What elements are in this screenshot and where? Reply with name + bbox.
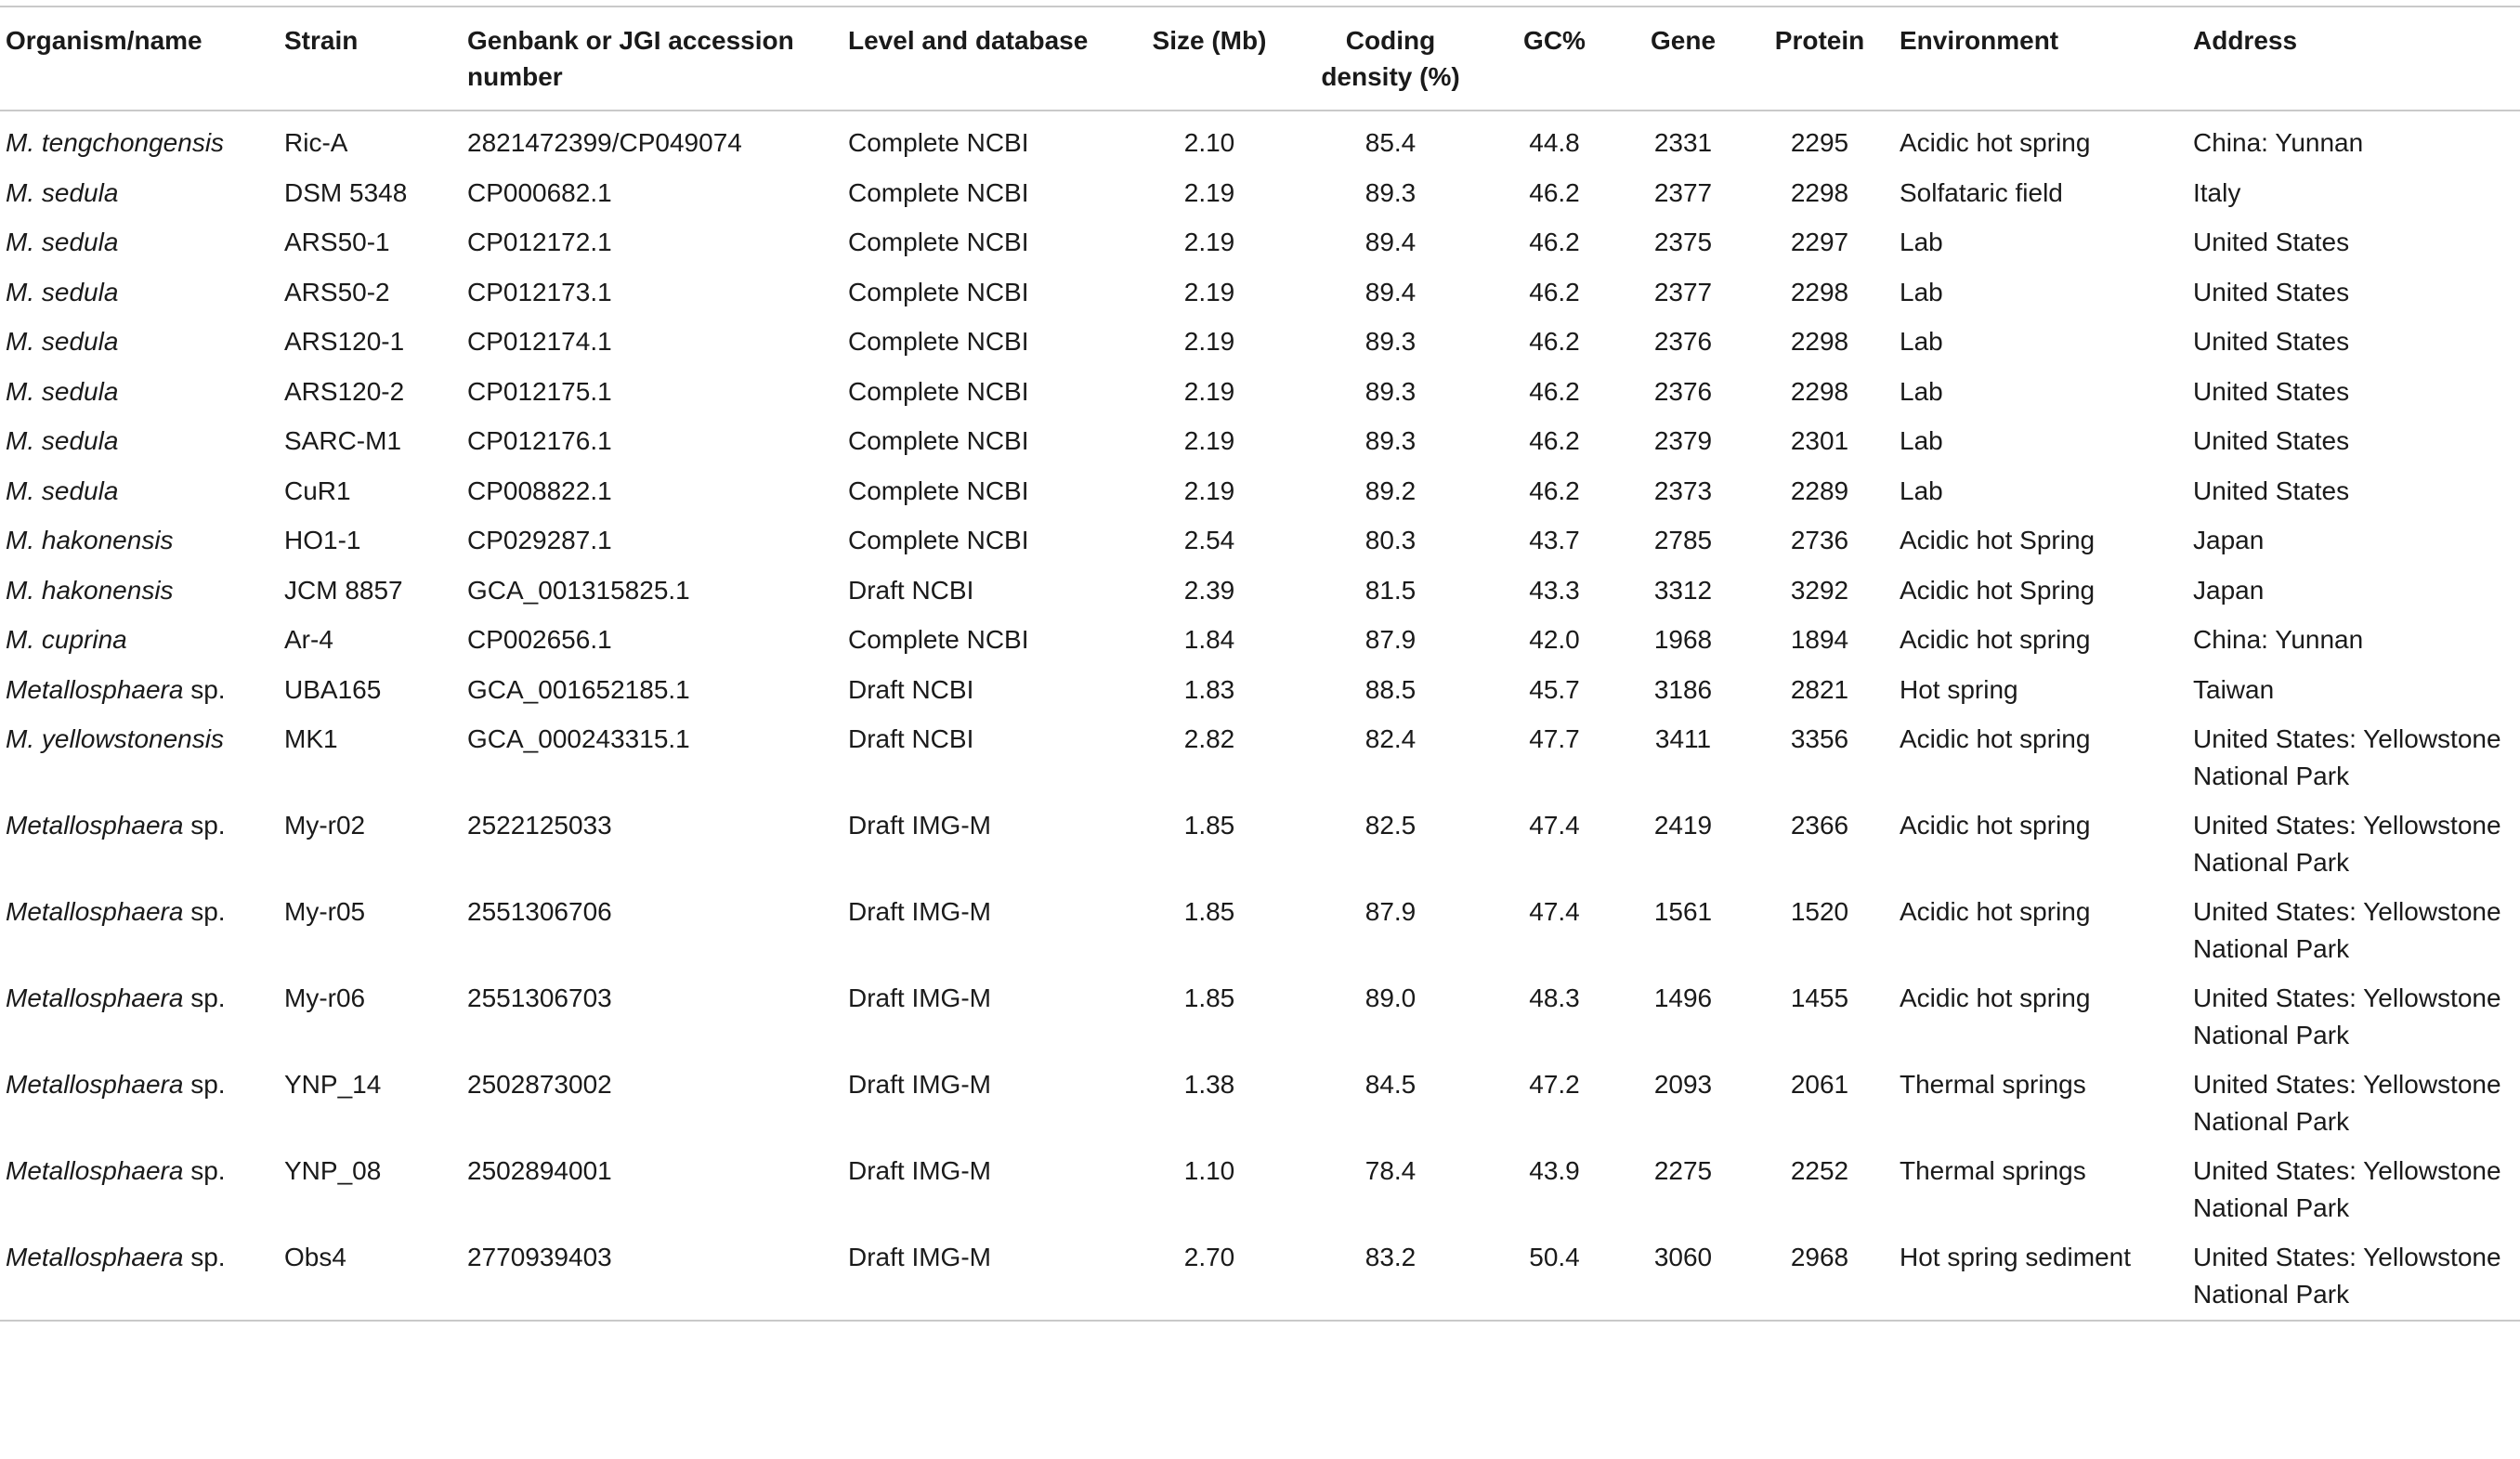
cell-environment: Lab <box>1900 327 1943 356</box>
organism-suffix: sp. <box>183 1156 226 1185</box>
header-address: Address <box>2193 26 2298 55</box>
cell-size: 1.38 <box>1183 1070 1235 1099</box>
cell-protein: 1520 <box>1790 897 1849 926</box>
cell-size: 2.82 <box>1183 724 1235 753</box>
cell-organism <box>0 715 279 801</box>
cell-protein: 2297 <box>1790 228 1849 256</box>
cell-strain: CuR1 <box>284 475 351 505</box>
table-row <box>0 1147 2520 1233</box>
cell-level: Complete NCBI <box>848 277 1029 306</box>
cell-strain: DSM 5348 <box>284 177 408 207</box>
cell-gene: 3060 <box>1653 1243 1713 1271</box>
cell-protein: 2298 <box>1790 327 1849 356</box>
cell-level: Draft IMG-M <box>848 811 991 840</box>
cell-environment: Lab <box>1900 228 1943 256</box>
cell-level: Complete NCBI <box>848 475 1029 505</box>
cell-strain: ARS50-1 <box>284 228 390 256</box>
organism-genus: M. tengchongensis <box>6 128 225 157</box>
table-row <box>0 218 2520 268</box>
cell-gene: 2376 <box>1653 376 1713 406</box>
cell-strain: HO1-1 <box>284 526 361 554</box>
cell-level: Draft IMG-M <box>848 1156 991 1185</box>
cell-gene: 1968 <box>1653 625 1713 654</box>
cell-size: 2.39 <box>1183 575 1235 605</box>
cell-environment: Thermal springs <box>1900 1156 2086 1185</box>
cell-level: Draft IMG-M <box>848 1070 991 1099</box>
cell-protein: 2821 <box>1790 674 1849 704</box>
table-row <box>0 888 2520 974</box>
cell-address: Japan <box>2193 526 2265 554</box>
cell-gc: 43.7 <box>1529 526 1580 554</box>
organism-suffix: sp. <box>183 674 226 704</box>
cell-protein: 2298 <box>1790 177 1849 207</box>
cell-coding: 81.5 <box>1364 575 1417 605</box>
cell-environment: Hot spring <box>1900 674 2018 704</box>
cell-coding: 80.3 <box>1364 526 1417 554</box>
organism-suffix: sp. <box>183 897 226 926</box>
cell-gene: 2379 <box>1653 426 1713 455</box>
cell-gene: 2377 <box>1653 177 1713 207</box>
cell-accession: 2502894001 <box>467 1156 612 1185</box>
cell-organism <box>0 1147 279 1233</box>
cell-environment: Acidic hot spring <box>1900 984 2091 1012</box>
header-gene: Gene <box>1650 26 1717 55</box>
cell-coding: 85.4 <box>1364 128 1417 157</box>
cell-gene: 1496 <box>1653 984 1713 1012</box>
cell-organism <box>0 974 279 1061</box>
cell-organism <box>0 318 279 368</box>
cell-gc: 45.7 <box>1529 674 1580 704</box>
table-row <box>0 111 2520 169</box>
cell-coding: 89.2 <box>1364 475 1417 505</box>
organism-genus: M. sedula <box>6 327 119 356</box>
cell-level: Complete NCBI <box>848 128 1029 157</box>
cell-strain: YNP_14 <box>284 1070 382 1099</box>
table-row <box>0 318 2520 368</box>
cell-gene: 3186 <box>1653 674 1713 704</box>
cell-size: 2.70 <box>1183 1243 1235 1271</box>
cell-accession: CP002656.1 <box>467 625 612 654</box>
cell-environment: Lab <box>1900 426 1943 455</box>
cell-coding: 88.5 <box>1364 674 1417 704</box>
cell-protein: 1455 <box>1790 984 1849 1012</box>
cell-gc: 48.3 <box>1529 984 1580 1012</box>
cell-address: United States: Yellowstone National Park <box>2193 1243 2501 1309</box>
cell-size: 2.19 <box>1183 376 1235 406</box>
cell-coding: 89.4 <box>1364 228 1417 256</box>
header-level: Level and database <box>848 26 1089 55</box>
cell-gene: 2275 <box>1653 1156 1713 1185</box>
cell-strain: ARS120-2 <box>284 376 405 406</box>
cell-protein: 2298 <box>1790 376 1849 406</box>
cell-accession: 2502873002 <box>467 1070 612 1099</box>
organism-genus: M. sedula <box>6 426 119 455</box>
organism-genus: Metallosphaera <box>6 674 184 704</box>
cell-accession: CP029287.1 <box>467 526 612 554</box>
cell-address: United States <box>2193 376 2350 406</box>
organism-genus: M. hakonensis <box>6 575 174 605</box>
cell-organism <box>0 1061 279 1147</box>
cell-address: United States: Yellowstone National Park <box>2193 1156 2501 1222</box>
table-row <box>0 666 2520 716</box>
table-row <box>0 169 2520 219</box>
cell-organism <box>0 218 279 268</box>
cell-organism <box>0 368 279 418</box>
cell-protein: 2252 <box>1790 1156 1849 1185</box>
cell-organism <box>0 516 279 567</box>
cell-accession: 2821472399/CP049074 <box>467 128 742 157</box>
table-row <box>0 467 2520 517</box>
cell-organism <box>0 567 279 617</box>
cell-level: Complete NCBI <box>848 376 1029 406</box>
cell-coding: 87.9 <box>1364 625 1417 654</box>
organism-genus: M. hakonensis <box>6 526 174 554</box>
cell-organism <box>0 801 279 888</box>
header-size: Size (Mb) <box>1152 26 1267 55</box>
cell-protein: 3356 <box>1790 724 1849 753</box>
header-accession: Genbank or JGI accession number <box>467 26 794 91</box>
cell-environment: Lab <box>1900 475 1943 505</box>
cell-coding: 89.3 <box>1364 376 1417 406</box>
cell-organism <box>0 111 279 169</box>
cell-environment: Lab <box>1900 277 1943 306</box>
cell-environment: Hot spring sediment <box>1900 1243 2132 1271</box>
cell-accession: GCA_001315825.1 <box>467 575 690 605</box>
genome-table <box>0 6 2520 1322</box>
cell-organism <box>0 467 279 517</box>
cell-address: United States <box>2193 277 2350 306</box>
cell-strain: ARS120-1 <box>284 327 405 356</box>
cell-size: 1.84 <box>1183 625 1235 654</box>
cell-address: United States <box>2193 426 2350 455</box>
cell-accession: CP008822.1 <box>467 475 612 505</box>
cell-coding: 87.9 <box>1364 897 1417 926</box>
cell-organism <box>0 888 279 974</box>
organism-genus: M. sedula <box>6 228 119 256</box>
cell-gene: 2785 <box>1653 526 1713 554</box>
cell-accession: 2770939403 <box>467 1243 612 1271</box>
cell-address: Italy <box>2193 177 2241 207</box>
cell-protein: 2301 <box>1790 426 1849 455</box>
organism-genus: M. cuprina <box>6 625 127 654</box>
cell-gc: 46.2 <box>1529 376 1580 406</box>
cell-protein: 1894 <box>1790 625 1849 654</box>
cell-gc: 46.2 <box>1529 327 1580 356</box>
cell-gc: 47.4 <box>1529 811 1580 840</box>
cell-level: Draft IMG-M <box>848 897 991 926</box>
cell-strain: My-r05 <box>284 897 366 926</box>
organism-genus: Metallosphaera <box>6 984 184 1012</box>
table-row <box>0 268 2520 319</box>
cell-accession: CP012173.1 <box>467 277 612 306</box>
cell-address: Japan <box>2193 575 2265 605</box>
organism-suffix: sp. <box>183 984 226 1012</box>
organism-suffix: sp. <box>183 1243 226 1271</box>
cell-strain: JCM 8857 <box>284 575 403 605</box>
cell-coding: 89.4 <box>1364 277 1417 306</box>
cell-gc: 44.8 <box>1529 128 1580 157</box>
cell-strain: SARC-M1 <box>284 426 402 455</box>
cell-environment: Acidic hot Spring <box>1900 575 2096 605</box>
cell-gene: 2093 <box>1653 1070 1713 1099</box>
cell-protein: 2366 <box>1790 811 1849 840</box>
organism-genus: Metallosphaera <box>6 811 184 840</box>
cell-size: 1.85 <box>1183 984 1235 1012</box>
cell-gene: 1561 <box>1653 897 1713 926</box>
cell-gc: 47.4 <box>1529 897 1580 926</box>
cell-level: Complete NCBI <box>848 177 1029 207</box>
cell-size: 1.85 <box>1183 811 1235 840</box>
table-row <box>0 516 2520 567</box>
cell-protein: 2736 <box>1790 526 1849 554</box>
organism-genus: M. sedula <box>6 475 119 505</box>
cell-gc: 46.2 <box>1529 426 1580 455</box>
cell-strain: ARS50-2 <box>284 277 390 306</box>
table-row <box>0 1233 2520 1321</box>
cell-gc: 46.2 <box>1529 177 1580 207</box>
cell-size: 2.10 <box>1183 128 1235 157</box>
cell-gene: 2373 <box>1653 475 1713 505</box>
cell-address: United States: Yellowstone National Park <box>2193 897 2501 963</box>
cell-level: Complete NCBI <box>848 327 1029 356</box>
cell-size: 1.83 <box>1183 674 1235 704</box>
cell-organism <box>0 169 279 219</box>
cell-organism <box>0 417 279 467</box>
table-body <box>0 111 2520 1321</box>
cell-protein: 2298 <box>1790 277 1849 306</box>
cell-environment: Acidic hot spring <box>1900 128 2091 157</box>
cell-address: United States <box>2193 475 2350 505</box>
cell-organism <box>0 666 279 716</box>
organism-genus: Metallosphaera <box>6 1243 184 1271</box>
organism-genus: M. yellowstonensis <box>6 724 224 753</box>
table-row <box>0 1061 2520 1147</box>
cell-gc: 47.2 <box>1529 1070 1580 1099</box>
cell-level: Complete NCBI <box>848 625 1029 654</box>
table-row <box>0 417 2520 467</box>
cell-gene: 2331 <box>1653 128 1713 157</box>
cell-accession: GCA_001652185.1 <box>467 674 690 704</box>
cell-gene: 2376 <box>1653 327 1713 356</box>
cell-address: United States <box>2193 228 2350 256</box>
cell-accession: CP000682.1 <box>467 177 612 207</box>
cell-environment: Acidic hot spring <box>1900 724 2091 753</box>
cell-address: United States: Yellowstone National Park <box>2193 811 2501 877</box>
organism-genus: M. sedula <box>6 376 119 406</box>
cell-gc: 42.0 <box>1529 625 1580 654</box>
cell-environment: Acidic hot spring <box>1900 811 2091 840</box>
header-coding-density: Coding density (%) <box>1321 26 1460 91</box>
cell-protein: 2295 <box>1790 128 1849 157</box>
cell-protein: 2061 <box>1790 1070 1849 1099</box>
cell-gc: 47.7 <box>1529 724 1580 753</box>
cell-environment: Thermal springs <box>1900 1070 2086 1099</box>
cell-size: 1.85 <box>1183 897 1235 926</box>
header-protein: Protein <box>1774 26 1865 55</box>
cell-gc: 43.9 <box>1529 1156 1580 1185</box>
cell-size: 2.19 <box>1183 228 1235 256</box>
organism-genus: M. sedula <box>6 177 119 207</box>
organism-suffix: sp. <box>183 1070 226 1099</box>
cell-address: Taiwan <box>2193 674 2275 704</box>
organism-genus: Metallosphaera <box>6 1070 184 1099</box>
cell-environment: Lab <box>1900 376 1943 406</box>
cell-size: 2.19 <box>1183 277 1235 306</box>
cell-coding: 78.4 <box>1364 1156 1417 1185</box>
cell-accession: 2551306703 <box>467 984 612 1012</box>
cell-environment: Solfataric field <box>1900 177 2063 207</box>
cell-coding: 89.3 <box>1364 177 1417 207</box>
table-row <box>0 715 2520 801</box>
cell-size: 2.19 <box>1183 177 1235 207</box>
cell-accession: GCA_000243315.1 <box>467 724 690 753</box>
cell-gene: 2419 <box>1653 811 1713 840</box>
cell-address: United States: Yellowstone National Park <box>2193 984 2501 1049</box>
cell-organism <box>0 1233 279 1321</box>
cell-gene: 2375 <box>1653 228 1713 256</box>
cell-size: 2.54 <box>1183 526 1235 554</box>
cell-strain: Ric-A <box>284 128 348 157</box>
cell-address: United States <box>2193 327 2350 356</box>
cell-gc: 46.2 <box>1529 475 1580 505</box>
cell-coding: 89.0 <box>1364 984 1417 1012</box>
table-row <box>0 801 2520 888</box>
cell-level: Complete NCBI <box>848 228 1029 256</box>
table-row <box>0 368 2520 418</box>
cell-level: Draft IMG-M <box>848 984 991 1012</box>
cell-coding: 84.5 <box>1364 1070 1417 1099</box>
cell-gc: 43.3 <box>1529 575 1580 605</box>
cell-level: Complete NCBI <box>848 426 1029 455</box>
organism-genus: M. sedula <box>6 277 119 306</box>
cell-address: China: Yunnan <box>2193 128 2364 157</box>
cell-coding: 83.2 <box>1364 1243 1417 1271</box>
cell-environment: Acidic hot spring <box>1900 897 2091 926</box>
cell-strain: YNP_08 <box>284 1156 382 1185</box>
cell-gene: 2377 <box>1653 277 1713 306</box>
cell-protein: 2968 <box>1790 1243 1849 1271</box>
cell-coding: 89.3 <box>1364 327 1417 356</box>
cell-level: Draft IMG-M <box>848 1243 991 1271</box>
cell-level: Draft NCBI <box>848 674 974 704</box>
cell-protein: 3292 <box>1790 575 1849 605</box>
table-row <box>0 616 2520 666</box>
cell-accession: 2522125033 <box>467 811 612 840</box>
cell-gc: 46.2 <box>1529 277 1580 306</box>
cell-gc: 50.4 <box>1529 1243 1580 1271</box>
table-row <box>0 567 2520 617</box>
cell-accession: CP012174.1 <box>467 327 612 356</box>
cell-accession: CP012176.1 <box>467 426 612 455</box>
cell-coding: 82.5 <box>1364 811 1417 840</box>
table-row <box>0 974 2520 1061</box>
cell-gene: 3411 <box>1654 724 1712 753</box>
cell-strain: My-r02 <box>284 811 366 840</box>
cell-strain: MK1 <box>284 724 338 753</box>
header-gc: GC% <box>1523 26 1586 55</box>
cell-accession: 2551306706 <box>467 897 612 926</box>
cell-address: United States: Yellowstone National Park <box>2193 724 2501 790</box>
cell-size: 2.19 <box>1183 475 1235 505</box>
cell-coding: 82.4 <box>1364 724 1417 753</box>
cell-strain: Ar-4 <box>284 625 333 654</box>
header-organism: Organism/name <box>6 26 202 55</box>
cell-protein: 2289 <box>1790 475 1849 505</box>
cell-strain: UBA165 <box>284 674 382 704</box>
organism-suffix: sp. <box>183 811 226 840</box>
header-row <box>0 7 2520 111</box>
cell-gc: 46.2 <box>1529 228 1580 256</box>
cell-organism <box>0 268 279 319</box>
cell-accession: CP012172.1 <box>467 228 612 256</box>
cell-strain: Obs4 <box>284 1243 346 1271</box>
header-strain: Strain <box>284 26 359 55</box>
header-environment: Environment <box>1900 26 2059 55</box>
cell-environment: Acidic hot Spring <box>1900 526 2096 554</box>
cell-level: Complete NCBI <box>848 526 1029 554</box>
cell-size: 2.19 <box>1183 327 1235 356</box>
organism-genus: Metallosphaera <box>6 897 184 926</box>
cell-address: China: Yunnan <box>2193 625 2364 654</box>
cell-environment: Acidic hot spring <box>1900 625 2091 654</box>
cell-address: United States: Yellowstone National Park <box>2193 1070 2501 1136</box>
cell-coding: 89.3 <box>1364 426 1417 455</box>
cell-size: 1.10 <box>1183 1156 1235 1185</box>
cell-level: Draft NCBI <box>848 575 974 605</box>
cell-accession: CP012175.1 <box>467 376 612 406</box>
cell-level: Draft NCBI <box>848 724 974 753</box>
cell-size: 2.19 <box>1183 426 1235 455</box>
cell-gene: 3312 <box>1653 575 1713 605</box>
cell-organism <box>0 616 279 666</box>
organism-genus: Metallosphaera <box>6 1156 184 1185</box>
table-header <box>0 7 2520 111</box>
cell-strain: My-r06 <box>284 984 366 1012</box>
